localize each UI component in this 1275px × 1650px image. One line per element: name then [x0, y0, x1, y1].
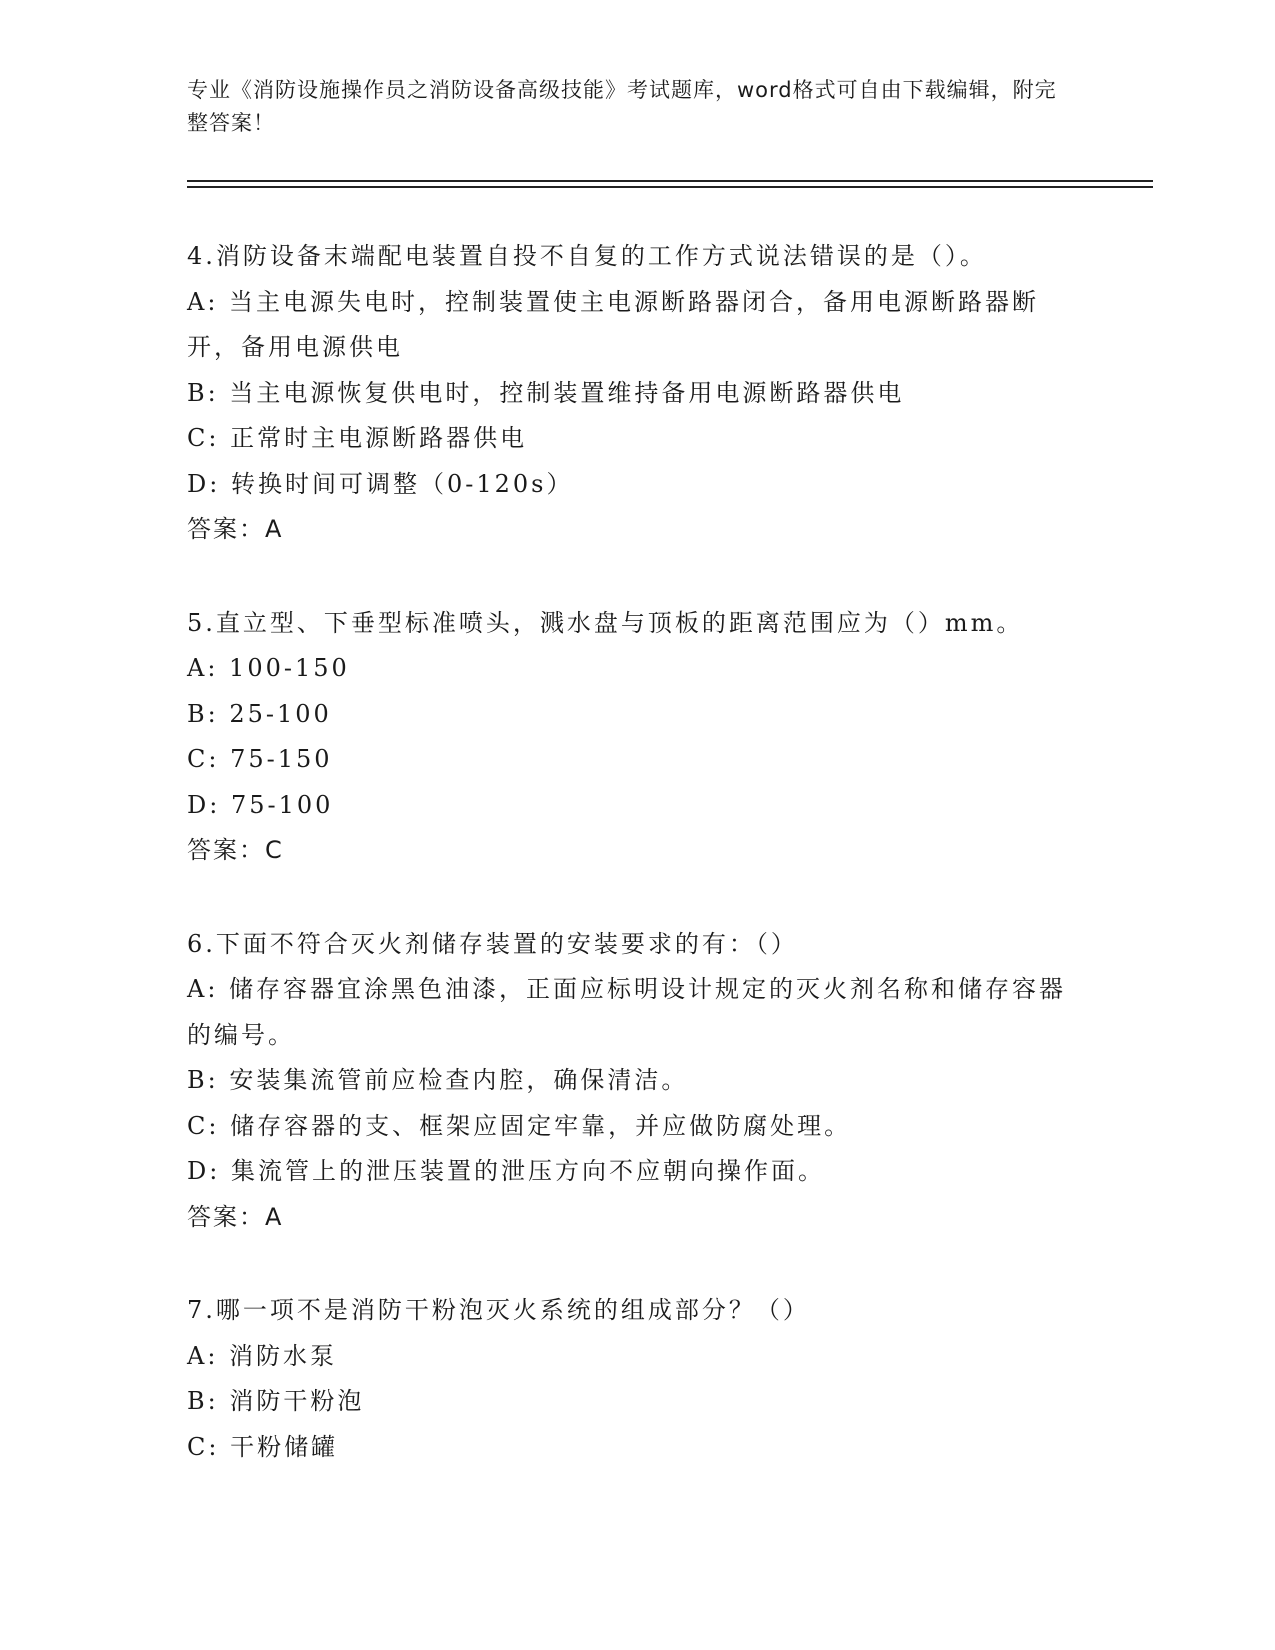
- question-4: [187, 234, 1087, 553]
- option-b: B: 当主电源恢复供电时，控制装置维持备用电源断路器供电: [187, 378, 905, 407]
- option-d: D: 75-100: [187, 790, 334, 819]
- header-divider-bottom: [187, 186, 1153, 188]
- question-6: [187, 922, 1087, 1241]
- option-a: A: 储存容器宜涂黑色油漆，正面应标明设计规定的灭火剂名称和储存容器的编号。: [187, 975, 1067, 1049]
- option-a: A: 消防水泵: [187, 1341, 338, 1370]
- option-d: D: 转换时间可调整（0-120s）: [187, 469, 574, 498]
- answer-key: 答案：C: [187, 836, 284, 864]
- question-5: [187, 601, 1087, 874]
- option-c: C: 正常时主电源断路器供电: [187, 424, 528, 452]
- option-c: C: 干粉储罐: [187, 1432, 339, 1461]
- document-header: 专业《消防设施操作员之消防设备高级技能》考试题库，word格式可自由下载编辑，附完整答案！: [187, 78, 1057, 135]
- question-stem: 5.直立型、下垂型标准喷头，溅水盘与顶板的距离范围应为（）mm。: [187, 608, 1024, 637]
- question-7: [187, 1288, 1087, 1470]
- option-d: D: 集流管上的泄压装置的泄压方向不应朝向操作面。: [187, 1157, 825, 1185]
- option-a: A: 当主电源失电时，控制装置使主电源断路器闭合，备用电源断路器断开，备用电源供电: [187, 287, 1040, 361]
- header-divider-top: [187, 180, 1153, 182]
- option-b: B: 消防干粉泡: [187, 1387, 365, 1415]
- option-c: C: 储存容器的支、框架应固定牢靠，并应做防腐处理。: [187, 1111, 852, 1140]
- option-c: C: 75-150: [187, 745, 333, 773]
- question-list: [187, 234, 1087, 1518]
- question-stem: 7.哪一项不是消防干粉泡灭火系统的组成部分？（）: [187, 1296, 810, 1324]
- option-a: A: 100-150: [187, 654, 350, 682]
- question-stem: 4.消防设备末端配电装置自投不自复的工作方式说法错误的是（）。: [187, 242, 987, 270]
- option-b: B: 25-100: [187, 699, 332, 728]
- answer-key: 答案：A: [187, 515, 284, 543]
- question-stem: 6.下面不符合灭火剂储存装置的安装要求的有：（）: [187, 929, 798, 958]
- option-b: B: 安装集流管前应检查内腔，确保清洁。: [187, 1066, 689, 1094]
- answer-key: 答案：A: [187, 1202, 284, 1231]
